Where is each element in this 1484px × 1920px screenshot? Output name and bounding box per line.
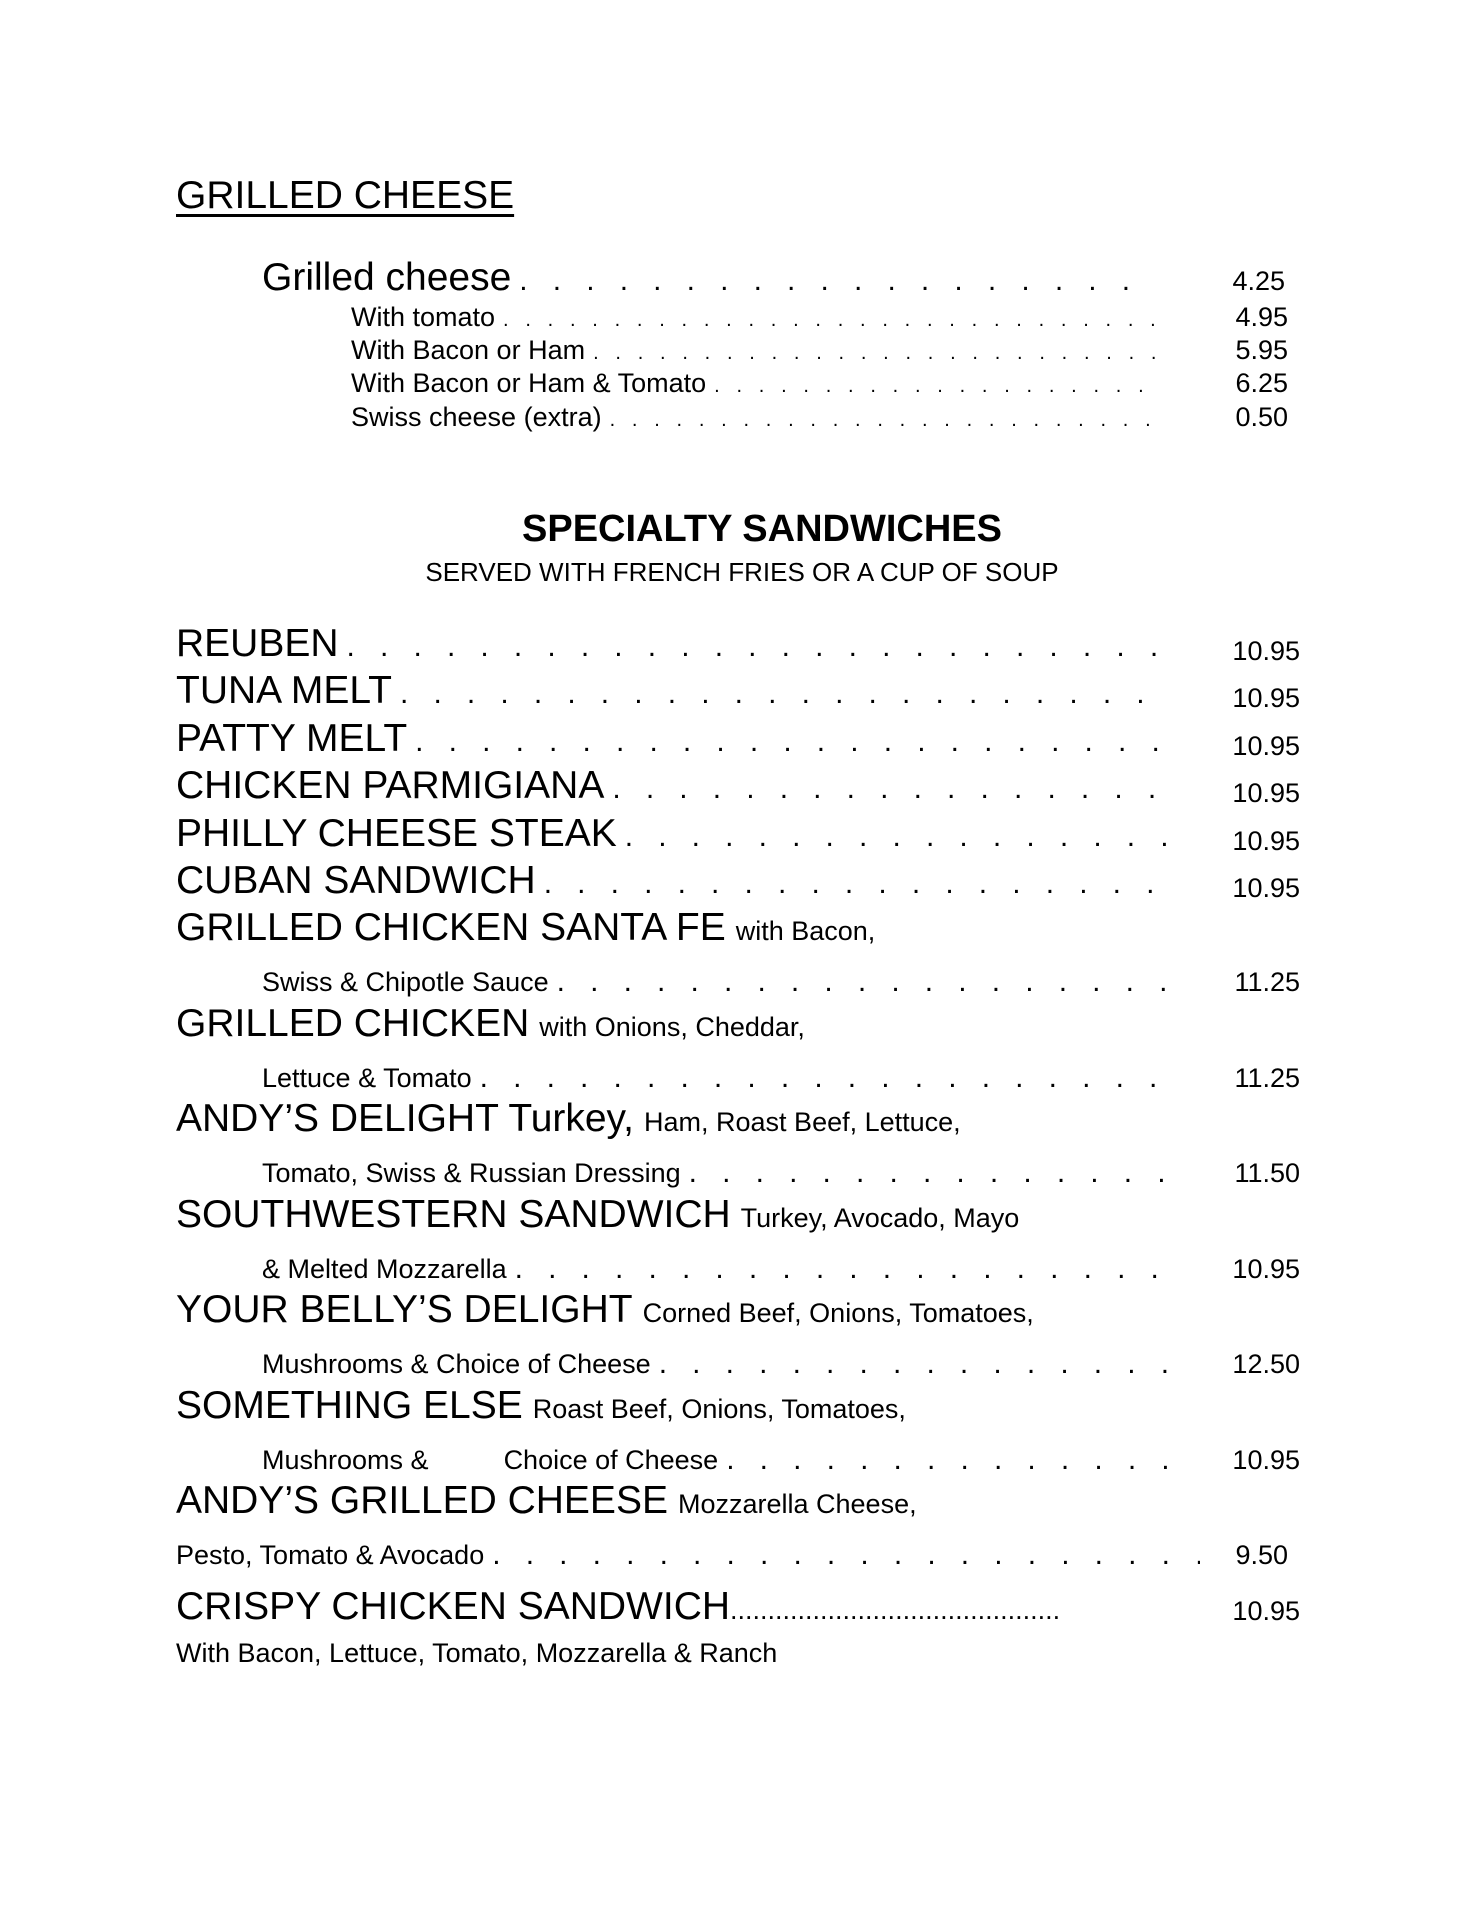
menu-subitem	[351, 402, 1159, 433]
menu-item-continuation	[262, 1156, 1190, 1190]
item-name: SOMETHING ELSE	[176, 1383, 523, 1427]
item-name: PHILLY CHEESE STEAK	[176, 812, 617, 855]
item-price: 10.95	[1232, 1596, 1300, 1626]
item-price: 4.95	[1235, 302, 1288, 332]
menu-subitem	[351, 335, 1162, 366]
item-name: With tomato	[351, 302, 496, 332]
item-price: 0.50	[1235, 402, 1288, 432]
item-description: Lettuce & Tomato	[262, 1062, 472, 1093]
item-price: 10.95	[1232, 1253, 1300, 1284]
item-name: CRISPY CHICKEN SANDWICH	[176, 1585, 731, 1628]
item-description: with Onions, Cheddar,	[539, 1011, 805, 1042]
menu-item-continuation	[262, 1347, 1190, 1381]
menu-item-chicken-parmigiana	[176, 764, 1178, 808]
item-description: Turkey, Avocado, Mayo	[740, 1202, 1020, 1233]
menu-item-crispy-chicken-sandwich	[176, 1585, 1060, 1629]
item-price: 10.95	[1232, 731, 1300, 761]
dot-leader	[492, 1538, 1200, 1572]
menu-item	[176, 1193, 1019, 1237]
menu-item	[176, 1288, 1034, 1332]
dot-leader	[519, 264, 1156, 298]
item-price: 12.50	[1232, 1349, 1300, 1379]
item-price: 4.25	[1232, 266, 1285, 296]
section-heading-specialty-sandwiches: SPECIALTY SANDWICHES	[522, 508, 1002, 550]
menu-item	[176, 1002, 805, 1046]
menu-item	[176, 1097, 961, 1141]
dot-leader	[610, 409, 1153, 432]
dot-leader	[347, 630, 1168, 664]
menu-item-continuation	[262, 1061, 1190, 1095]
item-price: 6.25	[1235, 368, 1288, 398]
menu-item-continuation	[262, 1252, 1190, 1286]
item-price: 10.95	[1232, 636, 1300, 666]
dot-leader	[557, 965, 1184, 999]
menu-item	[176, 1479, 917, 1523]
menu-item	[176, 906, 875, 950]
menu-item-continuation	[262, 965, 1190, 999]
item-price: 10.95	[1232, 778, 1300, 808]
dot-leader	[480, 1061, 1184, 1095]
item-description: Mozzarella Cheese,	[677, 1489, 917, 1519]
item-name: TUNA MELT	[176, 669, 392, 712]
item-name: CHICKEN PARMIGIANA	[176, 764, 605, 807]
menu-item-continuation	[176, 1538, 1206, 1572]
item-name: Swiss cheese (extra)	[351, 402, 602, 432]
item-description: With Bacon, Lettuce, Tomato, Mozzarella & Ranch	[176, 1638, 778, 1668]
menu-item-continuation	[262, 1443, 1190, 1477]
dot-leader	[625, 820, 1168, 854]
item-price: 10.95	[1232, 1444, 1300, 1475]
item-name: CUBAN SANDWICH	[176, 859, 536, 902]
dot-leader	[659, 1347, 1184, 1381]
item-description: Swiss & Chipotle Sauce	[262, 967, 549, 997]
item-name: GRILLED CHICKEN	[176, 1001, 530, 1045]
item-price: 9.50	[1235, 1540, 1288, 1570]
item-description: with Bacon,	[735, 916, 876, 946]
item-description: Roast Beef, Onions, Tomatoes,	[532, 1393, 906, 1424]
item-name: YOUR BELLY’S DELIGHT	[176, 1288, 633, 1331]
item-name: ANDY’S DELIGHT Turkey,	[176, 1097, 635, 1140]
item-name: GRILLED CHICKEN SANTA FE	[176, 906, 726, 949]
item-price: 11.25	[1234, 967, 1300, 997]
dot-leader	[400, 677, 1168, 711]
item-price: 5.95	[1235, 335, 1288, 365]
dot-leader	[503, 309, 1156, 332]
item-price: 10.95	[1232, 826, 1300, 856]
menu-item-reuben	[176, 622, 1174, 666]
item-name: REUBEN	[176, 622, 339, 665]
item-description: Mushrooms & Choice of Cheese	[262, 1444, 719, 1475]
item-description: Corned Beef, Onions, Tomatoes,	[642, 1298, 1034, 1328]
dot-leader	[689, 1156, 1184, 1190]
item-name: SOUTHWESTERN SANDWICH	[176, 1192, 731, 1236]
dot-leader	[415, 725, 1182, 759]
menu-item-grilled-cheese	[262, 256, 1162, 300]
item-description: Pesto, Tomato & Avocado	[176, 1540, 485, 1570]
dot-leader	[515, 1252, 1184, 1286]
menu-item	[176, 1384, 906, 1428]
item-name: ANDY’S GRILLED CHEESE	[176, 1479, 668, 1522]
item-price: 11.25	[1234, 1062, 1300, 1093]
dot-leader	[544, 867, 1168, 901]
item-price: 10.95	[1232, 873, 1300, 903]
item-price: 10.95	[1232, 683, 1300, 713]
item-name: PATTY MELT	[176, 717, 408, 760]
dot-leader	[593, 342, 1156, 365]
item-name: Grilled cheese	[262, 256, 512, 299]
item-description: Mushrooms & Choice of Cheese	[262, 1349, 651, 1379]
item-name: With Bacon or Ham & Tomato	[351, 368, 707, 398]
menu-subitem	[351, 368, 1166, 399]
item-price: 11.50	[1234, 1158, 1300, 1188]
item-description: Tomato, Swiss & Russian Dressing	[262, 1158, 681, 1188]
item-description: & Melted Mozzarella	[262, 1253, 507, 1284]
dot-leader	[714, 375, 1160, 398]
menu-item-philly-cheese-steak	[176, 812, 1174, 856]
menu-subitem	[351, 302, 1162, 333]
dot-leader	[612, 772, 1172, 806]
menu-item-tuna-melt	[176, 669, 1174, 713]
menu-item-patty-melt	[176, 717, 1188, 761]
menu-item-cuban-sandwich	[176, 859, 1174, 903]
dot-leader: ............................................	[730, 1595, 1061, 1625]
section-heading-grilled-cheese: GRILLED CHEESE	[176, 174, 515, 217]
section-subheading: SERVED WITH FRENCH FRIES OR A CUP OF SOUP	[425, 557, 1059, 587]
item-description: Ham, Roast Beef, Lettuce,	[644, 1107, 961, 1137]
item-name: With Bacon or Ham	[351, 335, 586, 365]
dot-leader	[726, 1443, 1184, 1477]
